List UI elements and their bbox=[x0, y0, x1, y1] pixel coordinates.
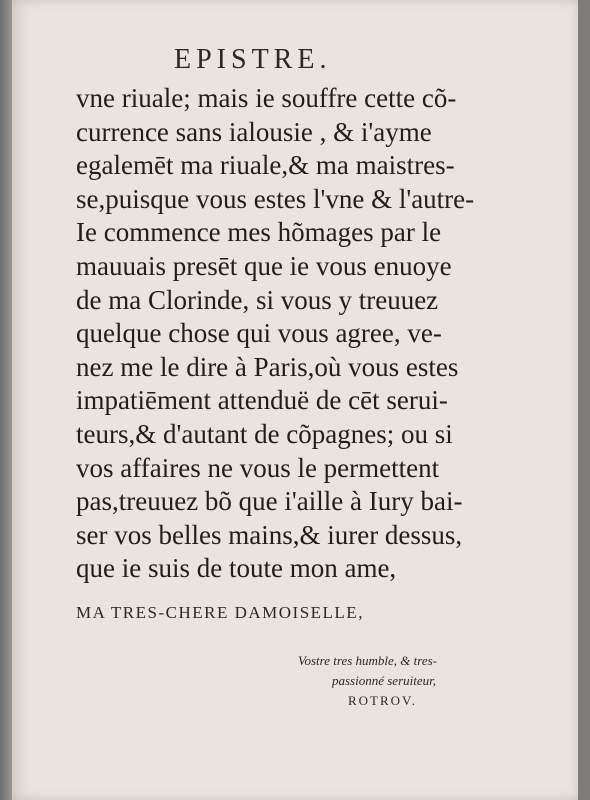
text-line: vos affaires ne vous le permettent bbox=[76, 452, 440, 483]
text-line: egalemēt ma riuale,& ma maistres- bbox=[76, 150, 455, 181]
text-line: impatiēment attenduë de cēt serui- bbox=[76, 385, 448, 416]
signature-line: passionné seruiteur, bbox=[332, 673, 436, 688]
salutation: MA TRES-CHERE DAMOISELLE, bbox=[76, 603, 364, 622]
text-line: Ie commence mes hõmages par le bbox=[76, 217, 442, 248]
right-edge bbox=[578, 0, 590, 800]
left-margin bbox=[0, 0, 12, 800]
text-line: currence sans ialousie , & i'ayme bbox=[76, 116, 432, 147]
text-line: teurs,& d'autant de cõpagnes; ou si bbox=[76, 418, 453, 449]
text-line: mauuais presēt que ie vous enuoye bbox=[76, 250, 452, 281]
signature-block bbox=[298, 651, 437, 711]
signature-line: Vostre tres humble, & tres- bbox=[298, 653, 438, 668]
text-line: vne riuale; mais ie souffre cette cõ- bbox=[76, 83, 457, 113]
running-head: EPISTRE. bbox=[174, 44, 332, 75]
text-line: de ma Clorinde, si vous y treuuez bbox=[76, 284, 439, 315]
text-line: ser vos belles mains,& iurer dessus, bbox=[76, 519, 463, 550]
text-line: nez me le dire à Paris,où vous estes bbox=[76, 351, 459, 382]
signature-name: ROTROV. bbox=[348, 693, 418, 708]
text-line: quelque chose qui vous agree, ve- bbox=[76, 318, 442, 349]
letter-body bbox=[76, 82, 504, 586]
text-line: que ie suis de toute mon ame, bbox=[76, 553, 397, 584]
book-page bbox=[12, 0, 578, 800]
text-line: se,puisque vous estes l'vne & l'autre- bbox=[76, 183, 475, 214]
text-line: pas,treuuez bõ que i'aille à Iury bai- bbox=[76, 486, 463, 517]
